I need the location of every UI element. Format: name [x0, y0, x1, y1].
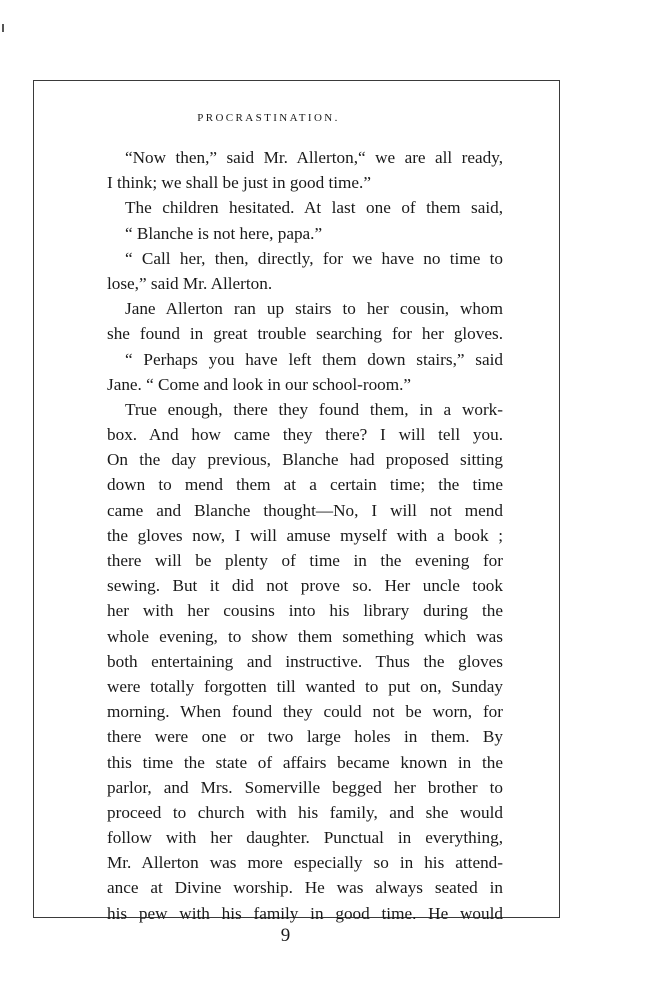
text-line: Jane. “ Come and look in our school-room.”: [107, 374, 412, 394]
text-line: there were one or two large holes in them. By: [107, 727, 503, 747]
text-line: lose,” said Mr. Allerton.: [107, 273, 273, 293]
text-line: this time the state of affairs became known in the: [107, 752, 503, 772]
text-line: her with her cousins into his library during the: [107, 601, 503, 621]
text-line: were totally forgotten till wanted to put on, Sunday: [107, 676, 503, 696]
text-line: parlor, and Mrs. Somerville begged her brother to: [107, 777, 503, 797]
page-number: 9: [280, 925, 291, 946]
text-line: whole evening, to show them something which was: [107, 626, 503, 646]
body-text: [107, 145, 503, 926]
text-line: morning. When found they could not be worn, for: [107, 702, 503, 722]
text-line: Mr. Allerton was more especially so in his attend-: [107, 853, 503, 873]
text-line: I think; we shall be just in good time.”: [107, 173, 371, 193]
text-line: Jane Allerton ran up stairs to her cousin, whom: [125, 299, 503, 319]
text-line: there will be plenty of time in the evening for: [107, 551, 503, 570]
text-line: ance at Divine worship. He was always seated in: [107, 878, 503, 898]
text-line: follow with her daughter. Punctual in everything,: [107, 828, 503, 848]
text-line: she found in great trouble searching for her gloves.: [107, 324, 503, 344]
text-line: “ Perhaps you have left them down stairs,” said: [125, 349, 503, 369]
running-head: PROCRASTINATION.: [197, 112, 340, 124]
text-line: the gloves now, I will amuse myself with a book ;: [107, 525, 503, 545]
text-line: “Now then,” said Mr. Allerton,“ we are all ready,: [125, 148, 503, 167]
text-line: sewing. But it did not prove so. Her uncle took: [107, 576, 503, 596]
text-line: The children hesitated. At last one of them said,: [125, 198, 503, 218]
text-line: his pew with his family in good time. He would: [107, 903, 503, 923]
text-line: came and Blanche thought—No, I will not mend: [107, 500, 503, 520]
text-line: down to mend them at a certain time; the time: [107, 475, 503, 495]
page-edge-mark: [2, 24, 4, 32]
text-line: “ Blanche is not here, papa.”: [125, 223, 323, 243]
text-line: both entertaining and instructive. Thus the gloves: [107, 651, 503, 671]
text-line: On the day previous, Blanche had proposed sitting: [107, 450, 503, 470]
text-line: proceed to church with his family, and she would: [107, 802, 503, 822]
text-line: “ Call her, then, directly, for we have no time to: [125, 248, 503, 268]
text-line: True enough, there they found them, in a work-: [125, 399, 503, 419]
text-line: box. And how came they there? I will tell you.: [107, 425, 503, 445]
